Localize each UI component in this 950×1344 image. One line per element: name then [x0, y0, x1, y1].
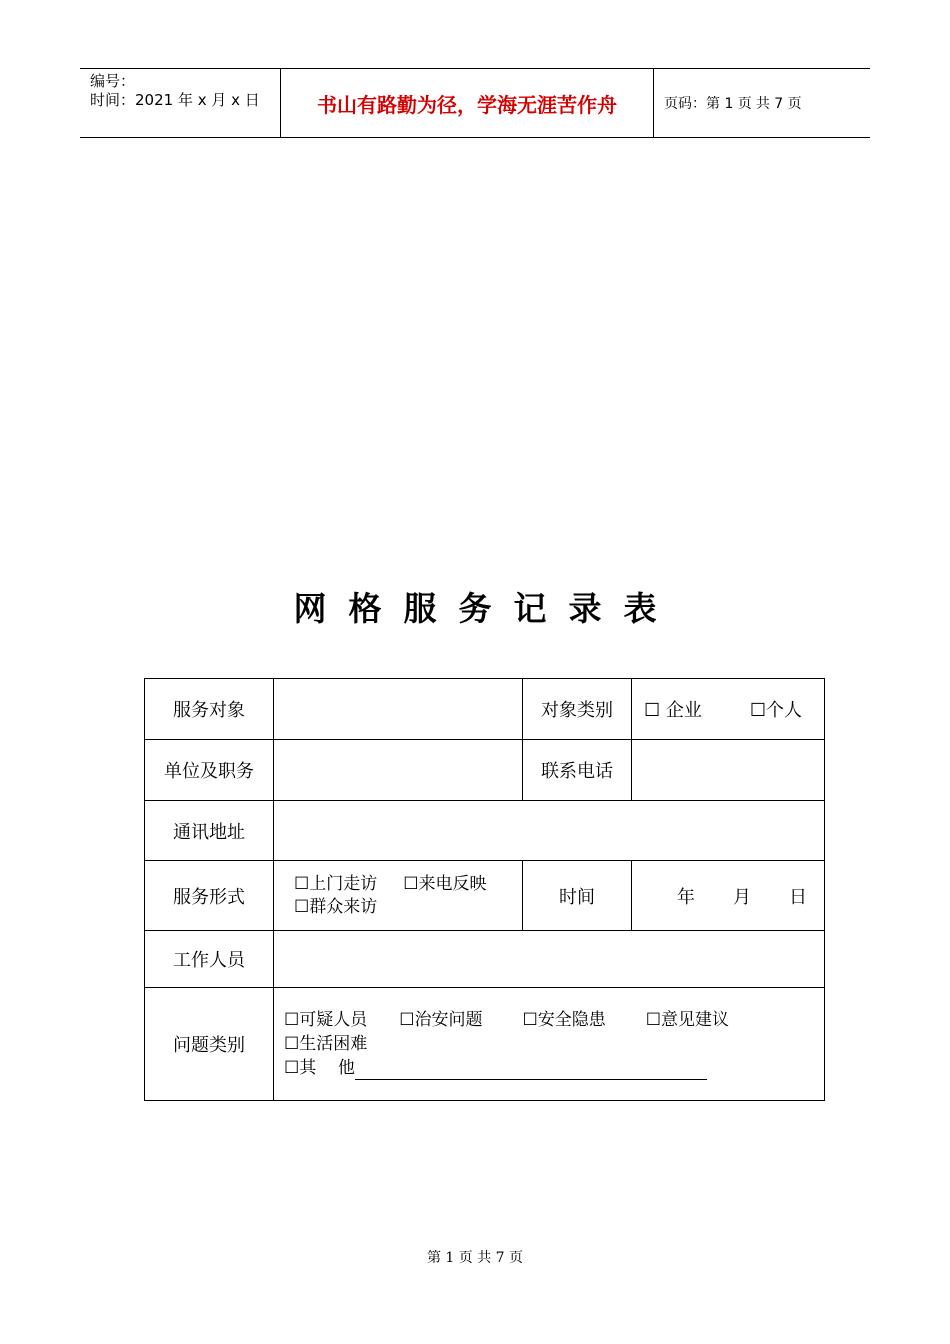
form-row-issue-type: [145, 988, 825, 1101]
checkbox-security-issue[interactable]: ☐治安问题: [399, 1010, 483, 1030]
page-footer: 第 1 页 共 7 页: [426, 1250, 524, 1266]
form-row-service-form: [145, 861, 825, 931]
time-label: 时间：2021 年 x 月 x 日: [90, 91, 260, 109]
form-row-service-object: [145, 679, 825, 740]
unit-position-field[interactable]: [274, 740, 523, 801]
other-underline-field[interactable]: [355, 1061, 707, 1080]
serial-label: 编号：: [90, 72, 136, 90]
phone-label: 联系电话: [523, 740, 632, 801]
checkbox-phone-feedback[interactable]: ☐来电反映: [403, 873, 487, 894]
total-pages-label: 共 7 页: [755, 96, 802, 112]
service-record-form: [144, 678, 825, 1101]
service-object-label: 服务对象: [145, 679, 274, 740]
address-field[interactable]: [274, 801, 825, 861]
issue-type-label: 问题类别: [145, 988, 274, 1101]
checkbox-suggestion[interactable]: ☐意见建议: [645, 1010, 729, 1030]
date-year: 年: [677, 886, 695, 908]
checkbox-suspicious-person[interactable]: ☐可疑人员: [284, 1010, 368, 1030]
staff-field[interactable]: [274, 931, 825, 988]
header-meta: [80, 69, 281, 137]
date-day: 日: [789, 886, 807, 908]
form-title: 网格服务记录表: [293, 589, 679, 628]
service-form-options: [274, 861, 523, 931]
checkbox-enterprise[interactable]: ☐ 企业: [644, 700, 702, 721]
checkbox-door-visit[interactable]: ☐上门走访: [294, 873, 378, 894]
issue-type-options: [274, 988, 825, 1101]
date-month: 月: [733, 886, 751, 908]
date-field[interactable]: [632, 861, 825, 931]
header-page-info: [654, 69, 870, 137]
form-row-unit: [145, 740, 825, 801]
form-row-address: [145, 801, 825, 861]
page-header: [80, 68, 870, 138]
service-form-label: 服务形式: [145, 861, 274, 931]
checkbox-public-visit[interactable]: ☐群众来访: [294, 896, 378, 917]
phone-field[interactable]: [632, 740, 825, 801]
form-row-staff: [145, 931, 825, 988]
object-type-options: [632, 679, 825, 740]
object-type-label: 对象类别: [523, 679, 632, 740]
checkbox-individual[interactable]: ☐个人: [749, 700, 802, 721]
page-label: 页码：第 1 页: [664, 96, 752, 112]
checkbox-safety-hazard[interactable]: ☐安全隐患: [522, 1010, 606, 1030]
service-object-field[interactable]: [274, 679, 523, 740]
address-label: 通讯地址: [145, 801, 274, 861]
checkbox-living-difficulty[interactable]: ☐生活困难: [284, 1034, 368, 1054]
staff-label: 工作人员: [145, 931, 274, 988]
unit-position-label: 单位及职务: [145, 740, 274, 801]
time-label: 时间: [523, 861, 632, 931]
header-motto: 书山有路勤为径，学海无涯苦作舟: [281, 69, 654, 137]
checkbox-other[interactable]: ☐其 他: [284, 1058, 355, 1078]
